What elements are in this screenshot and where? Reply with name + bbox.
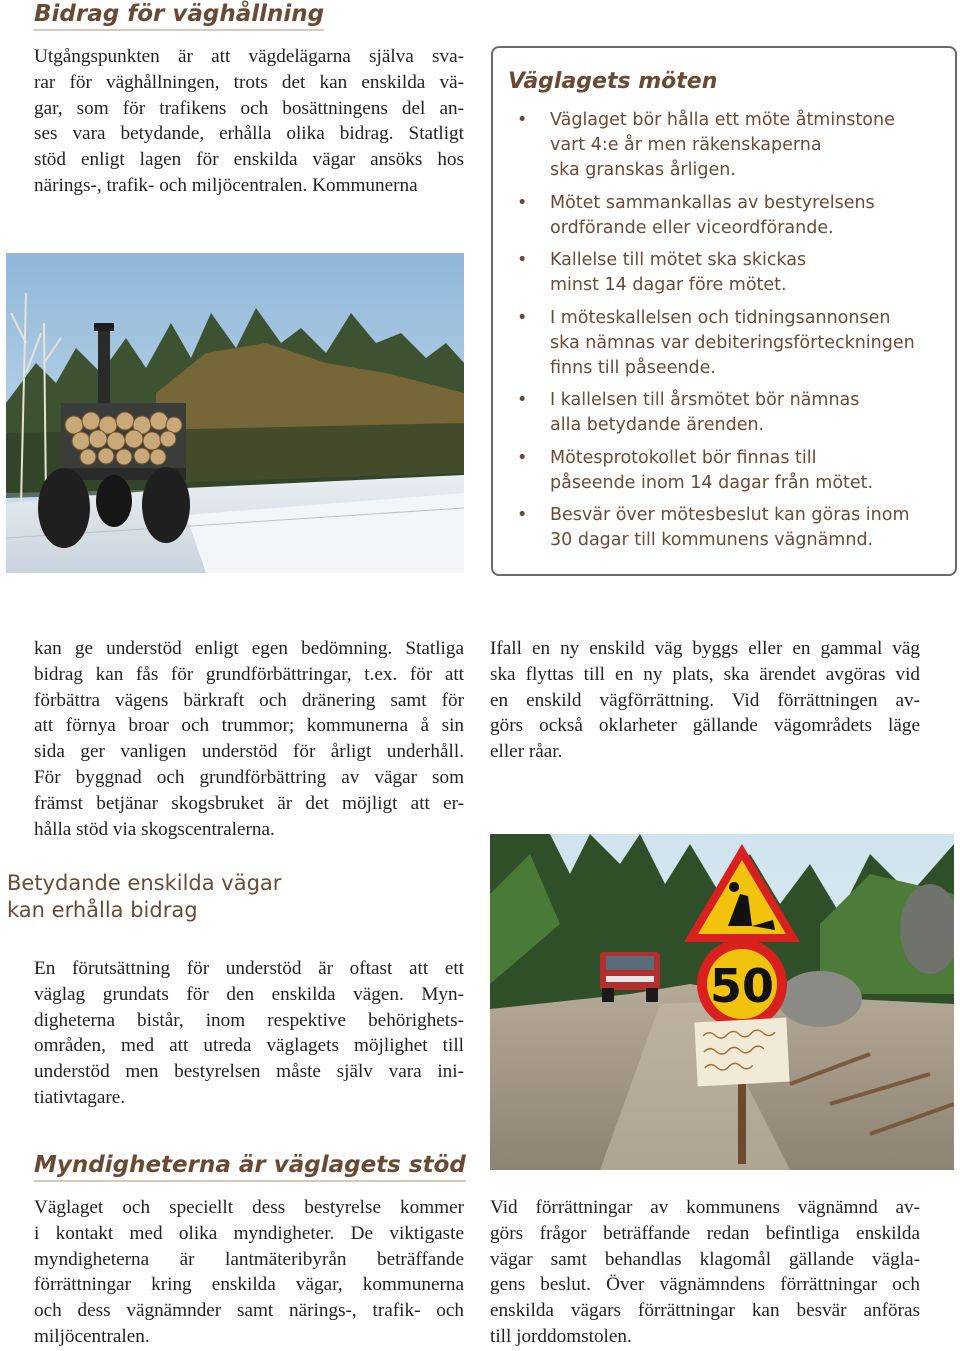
bullet-icon: • — [517, 250, 528, 270]
list-item — [509, 446, 949, 496]
text-line: väglag grundats för den enskilda vägen. Myn- — [34, 983, 464, 1005]
text-line: att förnya broar och trummor; kommunerna å sin — [34, 715, 464, 737]
text-line: görs också oklarheter gällande vägområdets läge — [490, 715, 920, 737]
text-line: Vid förrättningar av kommunens vägnämnd av- — [490, 1197, 920, 1218]
list-item — [509, 108, 949, 183]
text-line: Utgångspunkten är att vägdelägarna själva sva- — [34, 46, 464, 67]
timber-tractor-illustration — [6, 253, 464, 573]
intro-paragraph — [34, 44, 464, 199]
vagnamnd-paragraph — [490, 1195, 920, 1350]
text-line: i kontakt med olika myndigheter. De viktigaste — [34, 1222, 464, 1244]
text-line: eller råar. — [490, 741, 563, 763]
text-line: gar, som för trafikens och bosättningens del an- — [34, 97, 464, 119]
text-line: myndigheterna är lantmäteribyrån beträffande — [34, 1248, 464, 1270]
text-line: understöd men bestyrelsen måste själv vara ini- — [34, 1061, 464, 1083]
speed-limit-sign — [697, 939, 787, 1029]
list-item-text: Kallelse till mötet ska skickas minst 14 dagar före mötet. — [550, 250, 807, 295]
text-line: bidrag kan fås för grundförbättringar, t.ex. för att — [34, 663, 464, 685]
vagforrattning-paragraph — [490, 636, 920, 765]
text-line: hålla stöd via skogscentralerna. — [34, 818, 275, 840]
text-line: gens beslut. Över vägnämndens förrättningar och — [490, 1274, 920, 1296]
bullet-icon: • — [517, 390, 528, 410]
bullet-icon: • — [517, 505, 528, 525]
roadwork-sign-illustration — [490, 834, 954, 1170]
text-line: rar för väghållningen, trots det kan enskilda vä- — [34, 71, 464, 93]
text-line: vägar samt behandlas klagomål gällande vägla- — [490, 1248, 920, 1270]
bullet-icon: • — [517, 110, 528, 130]
pull-quote-heading — [7, 870, 281, 924]
forutsattning-paragraph — [34, 956, 464, 1111]
pull-quote-line: Betydande enskilda vägar — [7, 871, 282, 895]
text-line: En förutsättning för understöd är oftast att ett — [34, 958, 464, 979]
list-item-text: I kallelsen till årsmötet bör nämnas alla betydande ärenden. — [550, 390, 860, 435]
text-line: ses vara betydande, erhålla olika bidrag. Statligt — [34, 123, 464, 145]
list-item — [509, 388, 949, 438]
myndigheter-paragraph — [34, 1195, 464, 1350]
bullet-icon: • — [517, 192, 528, 213]
text-line: och dess vägnämnder samt närings-, trafik- och — [34, 1300, 464, 1322]
text-line: till jorddomstolen. — [490, 1325, 632, 1347]
text-line: närings-, trafik- och miljöcentralen. Kommunerna — [34, 174, 418, 196]
text-line: förrättningar kring enskilda vägar, kommunerna — [34, 1274, 464, 1296]
text-line: tiativtagare. — [34, 1086, 126, 1108]
box-title: Väglagets möten — [508, 69, 718, 94]
text-line: görs frågor beträffande redan befintliga enskilda — [490, 1222, 920, 1244]
text-line: enskilda vägars förrättningar kan besvär anföras — [490, 1300, 920, 1322]
list-item-text: Väglaget bör hålla ett möte åtminstone vart 4:e år men räkenskaperna ska granskas årligen. — [550, 110, 895, 180]
meeting-rules-list — [509, 108, 949, 561]
section-title-text: Myndigheterna är väglagets stöd — [34, 1151, 466, 1182]
bidrag-continuation-paragraph — [34, 636, 464, 842]
text-line: sida ger vanligen understöd för årligt underhåll. — [34, 741, 464, 763]
list-item-text: Besvär över mötesbeslut kan göras inom 30 dagar till kommunens vägnämnd. — [550, 505, 910, 550]
photo-timber-tractor-winter-road — [6, 253, 464, 573]
handwritten-note — [694, 1018, 789, 1087]
text-line: Väglaget och speciellt dess bestyrelse kommer — [34, 1197, 464, 1218]
speed-limit-value: 50 — [709, 959, 775, 1013]
list-item — [509, 191, 949, 241]
meeting-rules-box — [491, 46, 957, 576]
text-line: miljöcentralen. — [34, 1325, 150, 1347]
text-line: stöd enligt lagen för enskilda vägar ansöks hos — [34, 149, 464, 171]
text-line: områden, med att utreda väglagets möjlighet till — [34, 1035, 464, 1057]
photo-roadwork-sign — [490, 834, 954, 1170]
section-title-myndigheterna — [34, 1151, 466, 1182]
text-line: förbättra vägens bärkraft och dränering samt för — [34, 689, 464, 711]
text-line: en enskild vägförrättning. Vid förrättningen av- — [490, 689, 920, 711]
list-item-text: I möteskallelsen och tidningsannonsen ska nämnas var debiteringsförteckningen finns till påseende. — [550, 307, 915, 378]
text-line: kan ge understöd enligt egen bedömning. Statliga — [34, 638, 464, 659]
text-line: främst betjänar skogsbruket är det möjligt att er- — [34, 792, 464, 814]
section-title-bidrag — [34, 0, 324, 31]
text-line: ska flyttas till en ny plats, ska ärendet avgöras vid — [490, 663, 920, 685]
text-line: För byggnad och grundförbättring av vägar som — [34, 766, 464, 788]
pull-quote-line: kan erhålla bidrag — [7, 898, 198, 922]
text-line: digheterna bistår, inom respektive behörighets- — [34, 1009, 464, 1031]
list-item-text: Mötesprotokollet bör finnas till påseende inom 14 dagar från mötet. — [550, 447, 874, 493]
list-item — [509, 248, 949, 298]
list-item — [509, 306, 949, 381]
list-item-text: Mötet sammankallas av bestyrelsens ordförande eller viceordförande. — [550, 192, 875, 238]
list-item — [509, 503, 949, 553]
bullet-icon: • — [517, 307, 528, 328]
text-line: Ifall en ny enskild väg byggs eller en gammal väg — [490, 638, 920, 659]
bullet-icon: • — [517, 447, 528, 468]
section-title-text: Bidrag för väghållning — [34, 0, 324, 31]
